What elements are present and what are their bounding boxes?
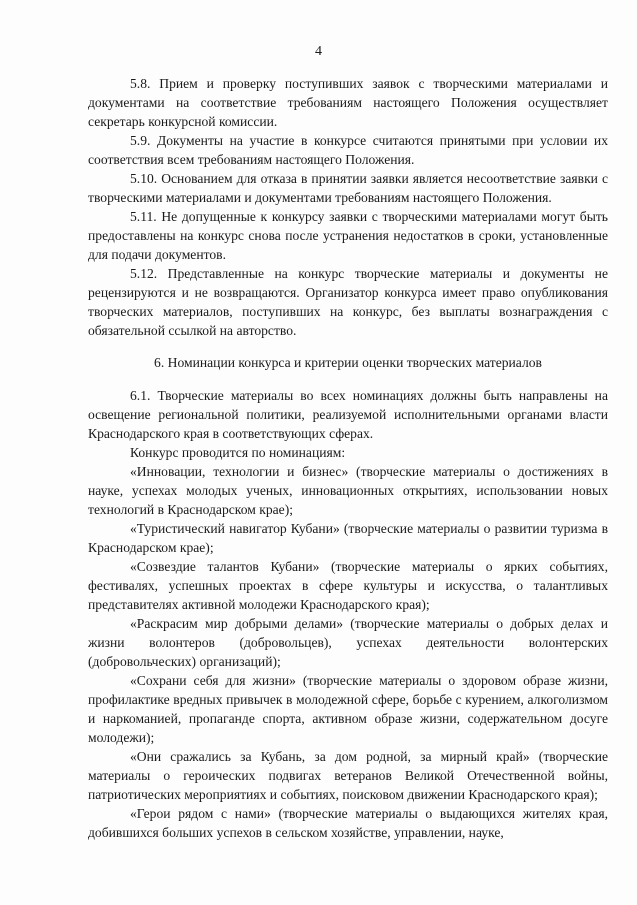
nomination-heroes-near: «Герои рядом с нами» (творческие материалы о выдающихся жителях края, добившихся больших успехов в сельском хозяйстве, управлении, науке, [88,806,608,840]
paragraph-5-8: 5.8. Прием и проверку поступивших заявок с творческими материалами и документами на соответствие требованиям настоящего Положения осуществляет секретарь конкурсной комиссии. [88,76,608,129]
nomination-volunteers: «Раскрасим мир добрыми делами» (творческие материалы о добрых делах и жизни волонтеров (добровольцев), успехах деятельности волонтерских (добровольческих) организаций); [88,616,608,669]
paragraph-5-9: 5.9. Документы на участие в конкурсе считаются принятыми при условии их соответствия всем требованиям настоящего Положения. [88,133,608,167]
paragraph-5-12: 5.12. Представленные на конкурс творческие материалы и документы не рецензируются и не возвращаются. Организатор конкурса имеет право опубликования творческих материалов, поступивших на конкурс, без выплаты вознаграждения с обязательной ссылкой на авторство. [88,266,608,338]
nominations-intro: Конкурс проводится по номинациям: [130,445,346,460]
paragraph-5-11: 5.11. Не допущенные к конкурсу заявки с творческими материалами могут быть предоставлены на конкурс снова после устранения недостатков в сроки, установленные для подачи документов. [88,209,608,262]
nomination-innovations: «Инновации, технологии и бизнес» (творческие материалы о достижениях в науке, успехах молодых ученых, инновационных открытиях, использовании новых технологий в Краснодарском крае); [88,464,608,517]
nomination-heroes-war: «Они сражались за Кубань, за дом родной, за мирный край» (творческие материалы о героических подвигах ветеранов Великой Отечественной войны, патриотических мероприятиях и событиях, поисковом движении Краснодарского края); [88,749,608,802]
nomination-talents: «Созвездие талантов Кубани» (творческие материалы о ярких событиях, фестивалях, успешных проектах в сфере культуры и искусства, о талантливых представителях активной молодежи Краснодарского края); [88,559,608,612]
document-body [88,74,608,842]
paragraph-6-1: 6.1. Творческие материалы во всех номинациях должны быть направлены на освещение региональной политики, реализуемой исполнительными органами власти Краснодарского края в соответствующих сферах. [88,388,608,441]
paragraph-5-10: 5.10. Основанием для отказа в принятии заявки является несоответствие заявки с творческими материалами и документами требованиям настоящего Положения. [88,171,608,205]
nomination-health: «Сохрани себя для жизни» (творческие материалы о здоровом образе жизни, профилактике вредных привычек в молодежной сфере, борьбе с курением, алкоголизмом и наркоманией, пропаганде спорта, активном образе жизни, содержательном досуге молодежи); [88,673,608,745]
section-heading: 6. Номинации конкурса и критерии оценки творческих материалов [154,355,542,370]
page-number: 4 [315,44,322,59]
nomination-tourism: «Туристический навигатор Кубани» (творческие материалы о развитии туризма в Краснодарском крае); [88,521,608,555]
